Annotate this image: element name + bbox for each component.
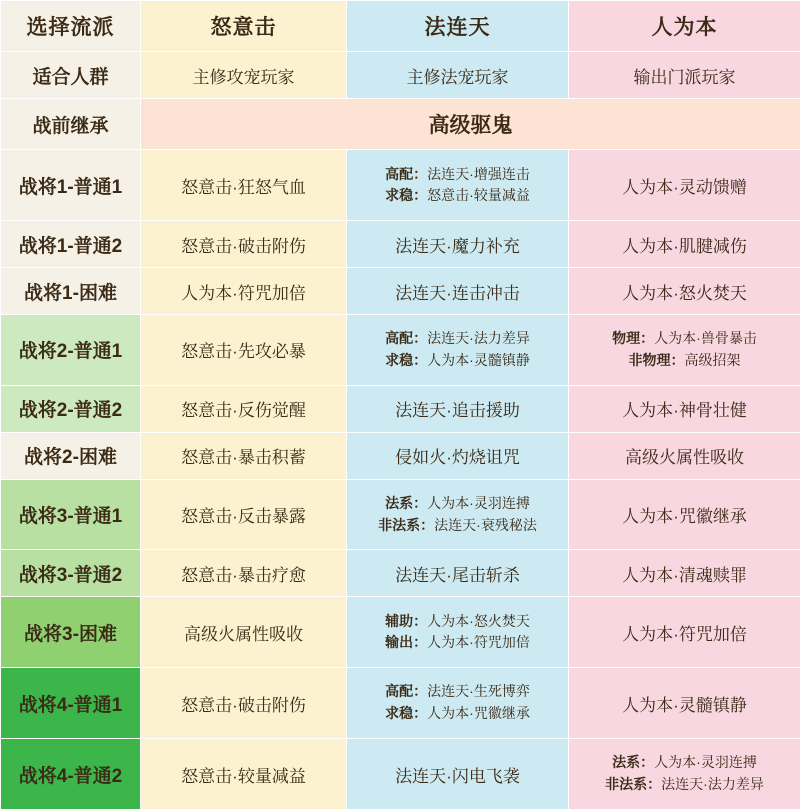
cell-line-text: 法连天·法力差异 xyxy=(661,776,764,793)
table-row xyxy=(1,668,800,739)
cell-line xyxy=(573,774,796,796)
cell-line xyxy=(351,328,564,350)
table-cell xyxy=(347,668,569,739)
table-row xyxy=(1,597,800,668)
cell-line xyxy=(351,611,564,633)
cell-line-tag: 非物理： xyxy=(628,351,685,368)
row-label: 战将2-困难 xyxy=(1,432,141,479)
table-row xyxy=(1,432,800,479)
table-cell: 怒意击·先攻必暴 xyxy=(141,315,347,386)
cell-line-text: 人为本·灵羽连搏 xyxy=(427,494,530,511)
cell-line xyxy=(573,350,796,372)
cell-line-text: 人为本·符咒加倍 xyxy=(427,634,530,651)
table-header-row xyxy=(1,1,800,52)
cell-line-tag: 高配： xyxy=(385,165,428,182)
table-cell: 法连天·魔力补充 xyxy=(347,221,569,268)
table-cell xyxy=(569,315,800,386)
table-cell: 侵如火·灼烧诅咒 xyxy=(347,432,569,479)
row-label: 战将3-普通2 xyxy=(1,550,141,597)
table-cell: 人为本·灵动馈赠 xyxy=(569,150,800,221)
cell-line-text: 人为本·灵羽连搏 xyxy=(654,754,757,771)
table-cell: 怒意击·反击暴露 xyxy=(141,479,347,550)
cell-line-tag: 非法系： xyxy=(605,776,662,793)
table-cell: 人为本·符咒加倍 xyxy=(569,597,800,668)
table-row xyxy=(1,739,800,810)
header-column-2: 法连天 xyxy=(347,1,569,52)
table-row xyxy=(1,99,800,150)
cell-line xyxy=(351,493,564,515)
table-cell: 人为本·灵髓镇静 xyxy=(569,668,800,739)
row-label: 战将1-普通2 xyxy=(1,221,141,268)
cell-line-text: 法连天·生死博弈 xyxy=(427,683,530,700)
cell-line-text: 高级招架 xyxy=(684,351,741,368)
table-cell: 人为本·肌腱减伤 xyxy=(569,221,800,268)
cell-line-tag: 法系： xyxy=(612,754,655,771)
table-cell xyxy=(347,479,569,550)
table-cell: 输出门派玩家 xyxy=(569,52,800,99)
table-cell: 人为本·神骨壮健 xyxy=(569,385,800,432)
row-label: 战前继承 xyxy=(1,99,141,150)
row-label: 战将3-普通1 xyxy=(1,479,141,550)
table-row xyxy=(1,150,800,221)
table-cell: 怒意击·反伤觉醒 xyxy=(141,385,347,432)
table-row xyxy=(1,268,800,315)
cell-line-tag: 高配： xyxy=(385,683,428,700)
table-cell xyxy=(569,739,800,810)
table-body xyxy=(1,1,800,810)
table-cell xyxy=(347,315,569,386)
cell-line xyxy=(351,632,564,654)
cell-line-tag: 求稳： xyxy=(385,705,428,722)
cell-line-tag: 高配： xyxy=(385,330,428,347)
cell-line-text: 人为本·怒火焚天 xyxy=(427,612,530,629)
table-cell: 法连天·尾击斩杀 xyxy=(347,550,569,597)
cell-line xyxy=(351,703,564,725)
table-cell: 怒意击·暴击积蓄 xyxy=(141,432,347,479)
table-cell: 法连天·追击援助 xyxy=(347,385,569,432)
header-column-1: 怒意击 xyxy=(141,1,347,52)
table-row xyxy=(1,385,800,432)
row-label: 战将3-困难 xyxy=(1,597,141,668)
table-cell: 怒意击·较量减益 xyxy=(141,739,347,810)
table-cell: 高级火属性吸收 xyxy=(569,432,800,479)
row-label: 战将4-普通1 xyxy=(1,668,141,739)
merged-cell: 高级驱鬼 xyxy=(141,99,800,150)
cell-line xyxy=(351,164,564,186)
table-cell: 主修法宠玩家 xyxy=(347,52,569,99)
cell-line xyxy=(573,752,796,774)
table-cell: 人为本·清魂赎罪 xyxy=(569,550,800,597)
cell-line-text: 法连天·法力差异 xyxy=(427,330,530,347)
table-cell xyxy=(347,597,569,668)
cell-line-tag: 非法系： xyxy=(378,516,435,533)
row-label: 战将1-普通1 xyxy=(1,150,141,221)
cell-line-text: 人为本·咒徽继承 xyxy=(427,705,530,722)
table-cell: 法连天·闪电飞袭 xyxy=(347,739,569,810)
table-cell: 法连天·连击冲击 xyxy=(347,268,569,315)
row-label: 战将2-普通1 xyxy=(1,315,141,386)
row-label: 战将2-普通2 xyxy=(1,385,141,432)
table-cell: 人为本·符咒加倍 xyxy=(141,268,347,315)
cell-line-tag: 法系： xyxy=(385,494,428,511)
table-cell: 主修攻宠玩家 xyxy=(141,52,347,99)
row-label: 战将4-普通2 xyxy=(1,739,141,810)
cell-line xyxy=(351,185,564,207)
table-cell: 怒意击·狂怒气血 xyxy=(141,150,347,221)
table-cell: 怒意击·暴击疗愈 xyxy=(141,550,347,597)
header-column-3: 人为本 xyxy=(569,1,800,52)
cell-line-tag: 物理： xyxy=(612,330,655,347)
cell-line-text: 法连天·衰残秘法 xyxy=(434,516,537,533)
table-row xyxy=(1,315,800,386)
cell-line xyxy=(351,681,564,703)
cell-line xyxy=(573,328,796,350)
cell-line-tag: 求稳： xyxy=(385,187,428,204)
cell-line-tag: 求稳： xyxy=(385,351,428,368)
table-cell: 高级火属性吸收 xyxy=(141,597,347,668)
cell-line xyxy=(351,350,564,372)
table-row xyxy=(1,221,800,268)
cell-line-tag: 辅助： xyxy=(385,612,428,629)
cell-line-tag: 输出： xyxy=(385,634,428,651)
table-cell: 人为本·怒火焚天 xyxy=(569,268,800,315)
table-row xyxy=(1,479,800,550)
row-label: 战将1-困难 xyxy=(1,268,141,315)
cell-line-text: 人为本·兽骨暴击 xyxy=(654,330,757,347)
cell-line-text: 人为本·灵髓镇静 xyxy=(427,351,530,368)
cell-line-text: 法连天·增强连击 xyxy=(427,165,530,182)
table-cell: 人为本·咒徽继承 xyxy=(569,479,800,550)
table-cell xyxy=(347,150,569,221)
table-row xyxy=(1,52,800,99)
table-cell: 怒意击·破击附伤 xyxy=(141,668,347,739)
table-row xyxy=(1,550,800,597)
table-cell: 怒意击·破击附伤 xyxy=(141,221,347,268)
cell-line xyxy=(351,515,564,537)
cell-line-text: 怒意击·较量减益 xyxy=(427,187,530,204)
row-label: 适合人群 xyxy=(1,52,141,99)
header-label-cell: 选择流派 xyxy=(1,1,141,52)
